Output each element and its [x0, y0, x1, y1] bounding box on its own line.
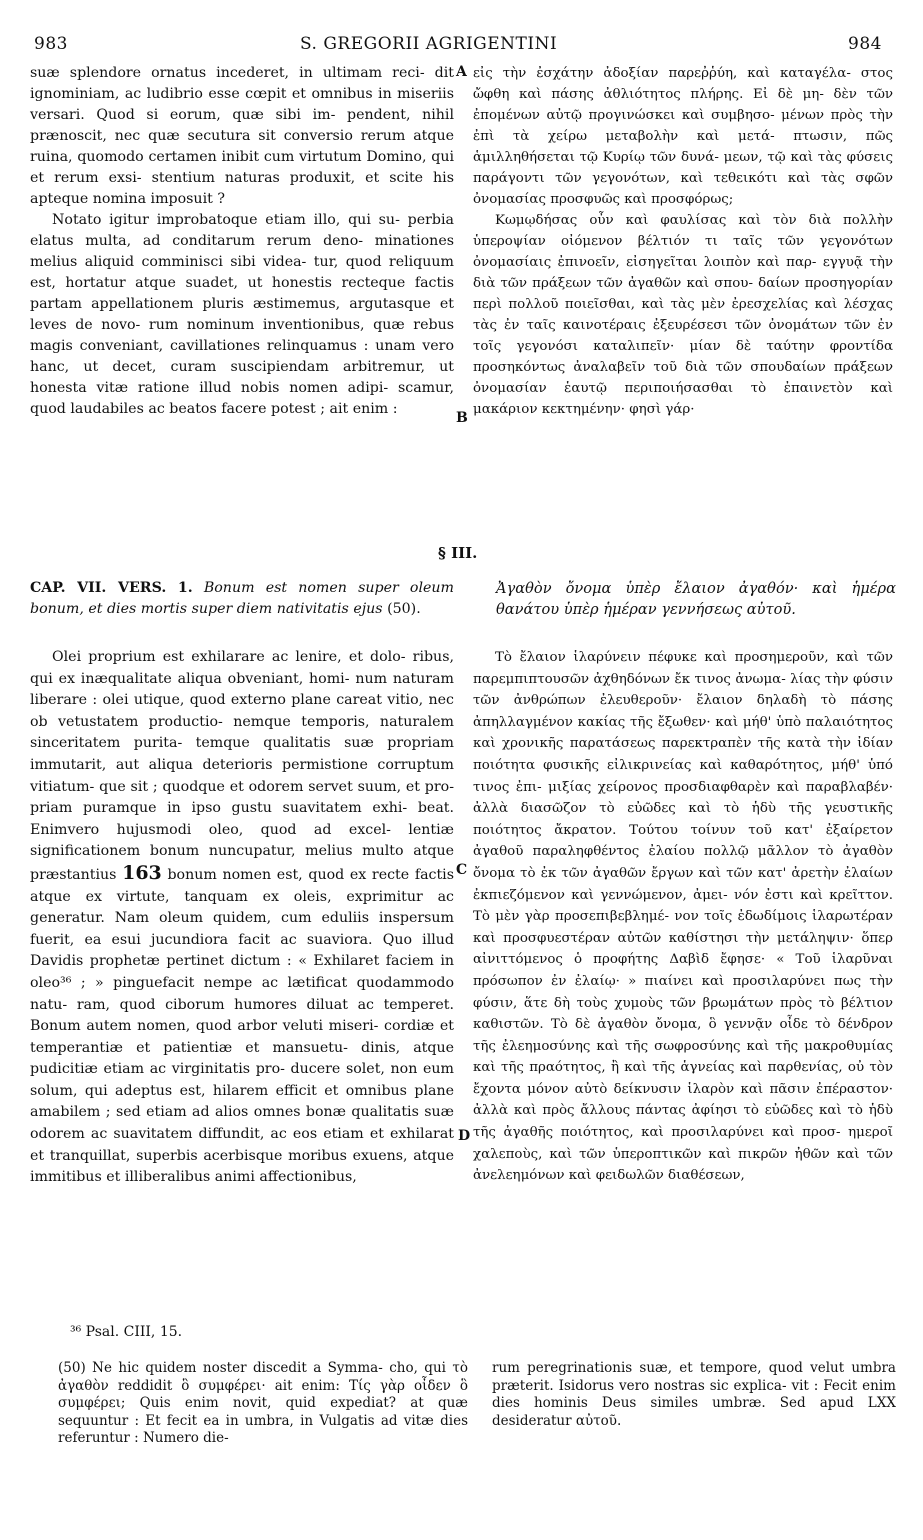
chapter-heading	[30, 578, 454, 620]
footnote: ³⁶ Psal. CIII, 15.	[70, 1324, 183, 1340]
greek-column-top	[473, 63, 893, 420]
margin-marker-a: A	[456, 64, 467, 80]
latin-column-main	[30, 647, 454, 1189]
chapter-verse-text: Bonum est nomen super oleum bonum, et dies mortis super diem nativitatis ejus	[30, 580, 454, 617]
greek-verse-heading: Ἀγαθὸν ὄνομα ὑπὲρ ἔλαιον ἀγαθόν· καὶ ἡμέρα θανάτου ὑπὲρ ἡμέραν γεννήσεως αὐτοῦ.	[496, 580, 896, 618]
margin-marker-d: D	[458, 1128, 471, 1144]
page-number-inline: 163	[122, 861, 162, 884]
margin-marker-b: B	[456, 410, 468, 426]
latin-paragraph: Notato igitur improbatoque etiam illo, qui su- perbia elatus multa, ad conditarum rerum deno- minationes melius aliquid comminisci sibi videa- tur, quod reliquum est, hortatur atque suadet, ut honestis recteque factis partam appellationem pluris æstimemus, argutasque et leves de novo- rum nominum inventionibus, quæ rebus magis conveniant, cavillationes relinquamus : unam vero hanc, ut decet, curam suscipiendam arbitremur, ut honesta vitæ ratione illud nobis nomen adipi- scamur, quod laudabiles ac beatos facere potest ; ait enim :	[30, 212, 454, 417]
section-heading: § III.	[438, 544, 478, 562]
greek-paragraph: εἰς τὴν ἐσχάτην ἀδοξίαν παρεῤῥύη, καὶ καταγέλα- στος ὤφθη καὶ πάσης ἀθλιότητος πλήρης. Εἰ δὲ μη- δὲν τῶν ἐπομένων αὐτῷ προγινώσκει καὶ συμβησο- μένων πρὸς τὴν ἐπὶ τὰ χείρω μεταβολὴν καὶ μετά- πτωσιν, πῶς ἁμιλληθήσεται τῷ Κυρίῳ τῶν δυνά- μεων, τῷ καὶ τὰς φύσεις παράγοντι τῶν γεγονότων, καὶ τεθεικότι καὶ τὰς σφῶν ὀνομασίας προσφυῶς καὶ προσφόρως;	[473, 66, 893, 207]
latin-main-text-b: bonum nomen est, quod ex recte factis atque ex virtute, tanquam ex oleis, exprimitur ac generatur. Nam oleum quidem, cum eduliis inspersum fuerit, ea esui jucundiora facit ac suaviora. Quo illud Davidis prophetæ pertinet dictum : « Exhilaret faciem in oleo³⁶ ; » pinguefacit nempe ac lætificat quodammodo natu- ram, quod ciborum humores diluat ac temperet. Bonum autem nomen, quod arbor veluti miseri- cordiæ et temperantiæ et patientiæ et mansuetu- dinis, atque pudicitiæ etiam ac virginitatis pro- ducere solet, non eum solum, qui adeptus est, hilarem efficit et omnibus plane amabilem ; sed etiam ad alios omnes bonæ qualitatis suæ odorem ac suavitatem diffundit, ac eos etiam et exhilarat et tranquillat, superbis acerbisque moribus exuens, atque immitibus et illiberalibus animi affectionibus,	[30, 866, 454, 1186]
chapter-label: CAP. VII. VERS. 1.	[30, 580, 193, 596]
latin-paragraph: suæ splendore ornatus incederet, in ultimam reci- dit ignominiam, ac ludibrio esse cœpit et omnibus in miseriis versari. Quod si eorum, quæ sibi im- pendent, nihil prænoscit, nec quæ secutura sit conversio rerum atque ruina, quomodo certamen inibit cum virtutum Domino, qui et rerum exsi- stentium naturas produxit, et scite his apteque nomina imposuit ?	[30, 65, 454, 207]
page-number-left: 983	[34, 34, 68, 54]
greek-column-main	[473, 647, 893, 1187]
margin-marker-c: C	[456, 862, 468, 878]
running-title: S. GREGORII AGRIGENTINI	[300, 34, 558, 54]
editor-note-left: (50) Ne hic quidem noster discedit a Symma- cho, qui τὸ ἀγαθὸν reddidit ὃ συμφέρει· ait enim: Τίς γὰρ οἶδεν ὃ συμφέρει; Quis enim novit, quid expediat? at quæ sequuntur : Et fecit ea in umbra, in Vulgatis ad vitæ dies referuntur : Numero die-	[58, 1360, 468, 1446]
greek-main-text: Τὸ ἔλαιον ἱλαρύνειν πέφυκε καὶ προσημεροῦν, καὶ τῶν παρεμπιπτουσῶν ἀχθηδόνων ἔκ τινος ἀνωμα- λίας τὴν φύσιν τῶν ἀνθρώπων ἐλευθεροῦν· ἔλαιον δηλαδὴ τὸ πάσης ἀπηλλαγμένον κακίας τῆς ἔξωθεν· καὶ μήθ' ὑπὸ παλαιότητος καὶ χρονικῆς παρατάσεως παρεκτραπὲν τῆς κατὰ τὴν ἰδίαν ποιότητα φυσικῆς εἰλικρινείας καὶ καθαρότητος, μήθ' ὑπό τινος ἐπι- μιξίας χείρονος προσδιαφθαρὲν καὶ παραβλαβέν· ἀλλὰ διασῶζον τὸ εὐῶδες καὶ τὸ ἡδὺ τῆς γευστικῆς ποιότητος ἄκρατον. Τούτου τοίνυν τοῦ κατ' ἐξαίρετον ἀγαθοῦ παραληφθέντος ἐλαίου πολλῷ μᾶλλον τὸ ἀγαθὸν ὄνομα τὸ ἐκ τῶν ἀγαθῶν ἔργων καὶ τῶν κατ' ἀρετὴν ἐλαίων ἐκπιεζόμενον καὶ γεννώμενον, ἀμει- νόν ἐστι καὶ κρεῖττον. Τὸ μὲν γὰρ προσεπιβεβλημέ- νον τοῖς ἐδωδίμοις ἱλαρωτέραν καὶ προσφυεστέραν αὐτῶν καθίστησι τὴν μετάληψιν· ὅπερ αἰνιττόμενος ὁ προφήτης Δαβὶδ ἔφησε· « Τοῦ ἱλαρῦναι πρόσωπον ἐν ἐλαίῳ· » πιαίνει καὶ προσιλαρύνει πως τὴν φύσιν, ἅτε δὴ τοὺς χυμοὺς τῶν βρωμάτων πρὸς τὸ βέλτιον καθιστῶν. Τὸ δὲ ἀγαθὸν ὄνομα, ὃ γεννᾷν οἶδε τὸ δένδρον τῆς ἐλεημοσύνης καὶ τῆς σωφροσύνης καὶ τῆς μακροθυμίας καὶ τῆς πραότητος, ἢ καὶ τῆς ἁγνείας καὶ παρθενίας, οὐ τὸν ἔχοντα μόνον αὐτὸ δείκνυσιν ἱλαρὸν καὶ πᾶσιν ἐπέραστον· ἀλλὰ καὶ πρὸς ἄλλους πάντας ἀφίησι τὸ εὐῶδες καὶ τὸ ἡδὺ τῆς ἀγαθῆς ποιότητος, καὶ προσιλαρύνει καὶ προσ- ημεροῖ χαλεποὺς, καὶ τῶν ὑπεροπτικῶν καὶ πικρῶν ἠθῶν καὶ τῶν ἀνελεημόνων καὶ φειδωλῶν διαθέσεων,	[473, 650, 893, 1184]
chapter-note-ref: (50).	[387, 601, 421, 617]
editor-note-right: rum peregrinationis suæ, et tempore, quod velut umbra præterit. Isidorus vero nostras sic explica- vit : Fecit enim dies hominis Deus similes umbræ. Sed apud LXX desideratur αὐτοῦ.	[492, 1360, 896, 1429]
greek-paragraph: Κωμῳδήσας οὖν καὶ φαυλίσας καὶ τὸν διὰ πολλὴν ὑπεροψίαν οἰόμενον βέλτιόν τι ταῖς τῶν γεγονότων ὀνομασίαις ἐπινοεῖν, εἰσηγεῖται λοιπὸν καὶ παρ- εγγυᾷ τὴν διὰ τῶν πράξεων τῶν ἀγαθῶν καὶ σπου- δαίων προσηγορίαν περὶ πολλοῦ ποιεῖσθαι, καὶ τὰς μὲν ἐρεσχελίας καὶ λέσχας τὰς ἐν ταῖς καινοτέραις ἐξευρέσεσι τῶν ὀνομάτων τῶν ἐν τοῖς γεγονόσι καταλιπεῖν· μίαν δὲ ταύτην φροντίδα προσηκόντως ἀναλαβεῖν τοῦ διὰ τῶν σπουδαίων πράξεων ὀνομασίαν ἑαυτῷ περιποιήσασθαι τὸ ἐπαινετὸν καὶ μακάριον κεκτημένην· φησὶ γάρ·	[473, 213, 893, 417]
page-number-right: 984	[848, 34, 882, 54]
latin-column-top	[30, 63, 454, 420]
latin-main-text-a: Olei proprium est exhilarare ac lenire, et dolo- ribus, qui ex inæqualitate aliqua obveniant, homi- num naturam liberare : olei utique, quod externo plane careat vitio, nec ob vetustatem productio- nemque temporis, naturalem sinceritatem purita- temque qualitatis suæ propriam immutarit, aut aliqua deterioris permistione corruptum vitiatum- que sit ; quodque et odorem servet suum, et pro- priam puramque in ipso gustu suavitatem exhi- beat. Enimvero hujusmodi oleo, quod ad excel- lentiæ significationem bonum nuncupatur, melius multo atque præstantius	[30, 649, 454, 883]
